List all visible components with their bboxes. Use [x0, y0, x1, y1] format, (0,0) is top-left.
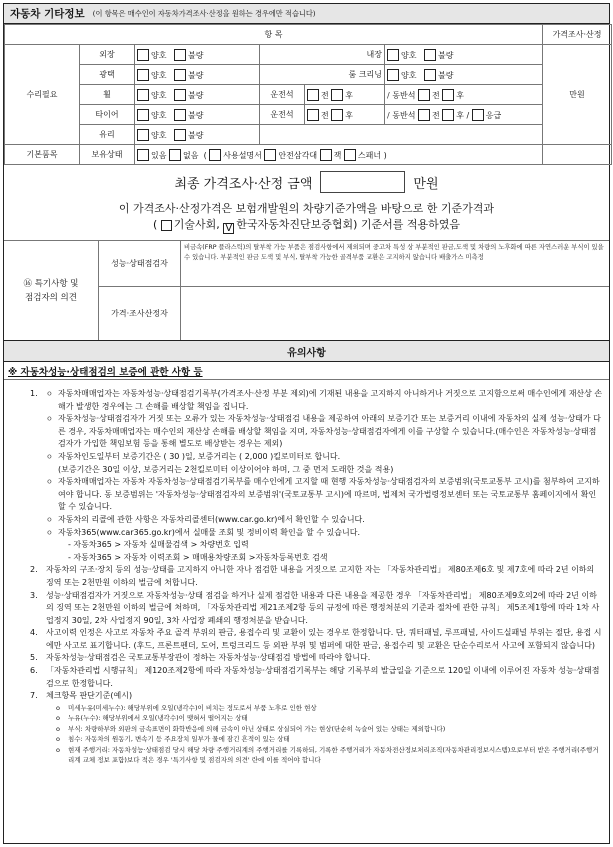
tire-driver-label: 운전석 — [260, 105, 305, 125]
final-price-row — [4, 165, 609, 199]
checkbox-exterior-bad[interactable] — [174, 49, 186, 61]
row-label-tire: 타이어 — [80, 105, 135, 125]
price-basis: 이 가격조사·산정가격은 보험개발원의 차량기준가액을 바탕으로 한 기준가격과 ( 기술사회, V 한국자동차진단보증협회) 기준서를 적용하였음 — [4, 199, 609, 240]
special-notes-label: ⑯ 특기사항 및 점검자의 의견 — [4, 241, 99, 340]
checkbox-tire-good[interactable] — [137, 109, 149, 121]
notice-item-2: 2. 자동차의 구조·장치 등의 성능·상태를 고지하지 아니한 자나 점검한 내용을 거짓으로 고지한 자는 「자동차관리법」 제80조제6호 및 제7호에 따라 2년 이하의 징역 또는 2천만원 이하의 벌금에 처합니다. — [30, 565, 595, 587]
checkbox-interior-good[interactable] — [387, 49, 399, 61]
checkbox-basic-no[interactable] — [169, 149, 181, 161]
checkbox-wheel-bad[interactable] — [174, 89, 186, 101]
checkbox-glass-bad[interactable] — [174, 129, 186, 141]
basis-opt1: 기술사회 — [173, 218, 217, 231]
checkbox-tire-driver-rear[interactable] — [331, 109, 343, 121]
checkbox-cleaning-bad[interactable] — [424, 69, 436, 81]
inspector-label: 성능·상태점검자 — [99, 241, 181, 286]
repair-needed-label: 수리필요 — [5, 45, 80, 145]
notice-item-7: 7. 체크항목 판단기준(예시) o 미세누유(미세누수): 해당부위에 오일(냉각수)이 비치는 정도로서 부품 노후로 인한 현상 o 누유(누수): 해당부위에서 오일(냉각수)이 맺혀서 떨어지는 상태 o 부식: 차량하부와 외판의 금속표면이 화학반응에 의해 금속이 아닌 상태로 상실되어 가는 현상(단순히 녹슬어 있는 상태는 제외합니다) o 침수: 자동차의 원동기, 변속기 등 주요장치 일부가 물에 잠긴 흔적이 있는 상태 o 현재 주행거리: 자동차성능·상태점검 당시 해당 차량 주행거리계의 주행거리를 기록하되, 기록한 주행거리가 자동차전산정보처리조직(자동차관리정보시스템)으로부터 받은 주행거리(주행거리계 교체 정보 포함)보다 적은 경우 '특기사항 및 점검자의 의견' 란에 이를 적어야 합니다 — [30, 690, 603, 766]
checkbox-wheel-good[interactable] — [137, 89, 149, 101]
price-assessor-opinion[interactable] — [181, 287, 609, 340]
final-price-unit: 만원 — [413, 176, 439, 192]
row-label-wheel: 휠 — [80, 85, 135, 105]
checkbox-basic-yes[interactable] — [137, 149, 149, 161]
basis-line1: 이 가격조사·산정가격은 보험개발원의 차량기준가액을 바탕으로 한 기준가격과 — [118, 202, 495, 215]
basic-items-label: 기본품목 — [5, 145, 80, 165]
section-header — [4, 4, 609, 24]
checkbox-polish-good[interactable] — [137, 69, 149, 81]
checkbox-tire-pass-rear[interactable] — [442, 109, 454, 121]
checkbox-interior-bad[interactable] — [424, 49, 436, 61]
checkbox-spanner[interactable] — [344, 149, 356, 161]
col-header-items: 항 목 — [5, 25, 543, 45]
checkbox-tire-emergency[interactable] — [472, 109, 484, 121]
checkbox-glass-good[interactable] — [137, 129, 149, 141]
row-label-glass: 유리 — [80, 125, 135, 145]
notice-title: 유의사항 — [4, 340, 609, 362]
row-label-polish: 광택 — [80, 65, 135, 85]
wheel-driver-label: 운전석 — [260, 85, 305, 105]
row-label-exterior: 외장 — [80, 45, 135, 65]
checkbox-tire-pass-front[interactable] — [418, 109, 430, 121]
checkbox-manual[interactable] — [209, 149, 221, 161]
price-unit: 만원 — [543, 45, 612, 145]
col-header-price: 가격조사·산정 — [543, 25, 612, 45]
checkbox-wheel-driver-front[interactable] — [307, 89, 319, 101]
notice-item-5: 5. 자동차성능·상태점검은 국토교통부장관이 정하는 자동차성능·상태점검 방법에 따라야 합니다. — [30, 653, 371, 663]
section-note: (이 항목은 매수인이 자동차가격조사·산정을 원하는 경우에만 적습니다) — [92, 8, 316, 18]
checkbox-triangle[interactable] — [264, 149, 276, 161]
checkbox-exterior-good[interactable] — [137, 49, 149, 61]
checkbox-jack[interactable] — [320, 149, 332, 161]
final-price-input[interactable] — [320, 171, 405, 193]
checkbox-wheel-driver-rear[interactable] — [331, 89, 343, 101]
checkbox-tech-society[interactable] — [161, 220, 172, 231]
other-info-table: 항 목 가격조사·산정 수리필요 외장 양호 불량 내장 양호 불량 만원 광택 양호 불량 룸 크리닝 양호 불량 휠 양호 불량 운전석 전 후 / 동반석 전 후 타이어 양호 불량 운전석 전 후 / 동반석 전 후 / 응급 유리 양호 불량 기본품목 보유상태 있음 없음 ( 사용설명서 안전삼각대 잭 스패너 ) — [4, 24, 612, 165]
notice-body — [4, 380, 609, 766]
special-notes-section — [4, 240, 609, 340]
checkbox-wheel-pass-rear[interactable] — [442, 89, 454, 101]
row-label-interior: 내장 — [260, 45, 385, 65]
section-title: 자동차 기타정보 — [10, 8, 85, 20]
notice-item-3: 3. 성능·상태점검자가 거짓으로 자동차성능·상태 점검을 하거나 실제 점검한 내용과 다른 내용을 제공한 경우 「자동차관리법」 제80조제9호의2에 따라 2년 이하의 징역 또는 2천만원 이하의 벌금에 처하며, 「자동차관리법 제21조제2항 등의 규정에 따른 행정처분의 기준과 절차에 관한 규칙」 제5조제1항에 따라 1차 사업정지 30일, 2차 사업정지 90일, 3차 사업장 폐쇄의 행정처분을 받습니다. — [30, 590, 600, 625]
basis-opt2: 한국자동차진단보증협회 — [236, 218, 354, 231]
price-assessor-label: 가격·조사산정자 — [99, 287, 181, 340]
checkbox-cleaning-good[interactable] — [387, 69, 399, 81]
final-price-label: 최종 가격조사·산정 금액 — [174, 176, 313, 192]
notice-item-1: 1. ㅇ 자동차매매업자는 자동차성능·상태점검기록부(가격조사·산정 부분 제외)에 기재된 내용을 고지하지 아니하거나 거짓으로 고지함으로써 매수인에게 재산상 손해가 발생한 경우에는 그 손해를 배상할 책임을 집니다. ㅇ 자동차성능·상태점검자가 거짓 또는 오류가 있는 자동차성능·상태점검 내용을 제공하여 아래의 보증기간 또는 보증거리 이내에 자동차의 실제 성능·상태가 다른 경우, 자동차매매업자는 매수인의 재산상 손해를 배상할 책임을 지며, 자동차성능·상태점검자에게 이를 구상할 수 있습니다.(매수인은 자동차성능·상태점검자가 가입한 책임보험 등을 통해 별도로 배상받는 경우는 제외) ㅇ 자동차인도일부터 보증기간은 ( 30 )일, 보증거리는 ( 2,000 )킬로미터로 합니다. (보증기간은 30일 이상, 보증거리는 2천킬로미터 이상이어야 하며, 그 중 먼저 도래한 것을 적용) ㅇ 자동차매매업자는 자동차 자동차성능·상태점검기록부를 매수인에게 고지할 때 현행 자동차성능·상태점검자의 보증범위(국토교통부 고시)를 첨부하여 고지하여야 합니다. 동 보증범위는 '자동차성능·상태점검자의 보증범위'(국토교통부 고시)에 따르며, 법제처 국가법령정보센터 또는 국토교통부 홈페이지에서 확인할 수 있습니다. ㅇ 자동차의 리콜에 관한 사항은 자동차리콜센터(www.car.go.kr)에서 확인할 수 있습니다. ㅇ 자동차365(www.car365.go.kr)에서 실매물 조회 및 정비이력 확인을 할 수 있습니다. - 자동차365 > 자동차 실매물검색 > 차량번호 입력 - 자동차365 > 자동차 이력조회 > 매매용차량조회 >자동차등록번호 검색 — [30, 388, 603, 564]
inspector-opinion: 비금속(FRP 플라스틱)의 탈부착 가능 부품은 점검사항에서 제외되며 중고차 특성 상 부분적인 판금,도색 및 차량의 노후화에 따른 자연스러운 부식이 있을 수 있습니다. 부분적인 판금 도색 및 부식, 탈부착 가능한 골격부품 교환은 고지하지 않습니다 배출가스 미측정 — [184, 244, 604, 261]
checkbox-tire-driver-front[interactable] — [307, 109, 319, 121]
checkbox-polish-bad[interactable] — [174, 69, 186, 81]
notice-heading: ※ 자동차성능·상태점검의 보증에 관한 사항 등 — [4, 362, 609, 380]
row-label-room-cleaning: 룸 크리닝 — [260, 65, 385, 85]
notice-item-6: 6. 「자동차관리법 시행규칙」 제120조제2항에 따라 자동차성능·상태점검기록부는 해당 기록부의 발급일을 기준으로 120일 이내에 이루어진 자동차 성능·상태점검으로 한정합니다. — [30, 666, 600, 688]
basic-items-status: 보유상태 — [80, 145, 135, 165]
checkbox-tire-bad[interactable] — [174, 109, 186, 121]
checkbox-wheel-pass-front[interactable] — [418, 89, 430, 101]
notice-item-4: 4. 사고이력 인정은 사고로 자동차 주요 골격 부위의 판금, 용접수리 및 교환이 있는 경우로 한정합니다. 단, 쿼터패널, 루프패널, 사이드실패널 부위는 절단, 용접 시에만 사고로 표기합니다. (후드, 프론트펜더, 도어, 트렁크리드 등 외판 부위 및 범퍼에 대한 판금, 용접수리 및 교환은 단순수리로서 사고에 포함되지 않습니다) — [30, 628, 602, 650]
checkbox-kada[interactable]: V — [223, 223, 234, 234]
vehicle-inspection-form — [3, 3, 610, 844]
